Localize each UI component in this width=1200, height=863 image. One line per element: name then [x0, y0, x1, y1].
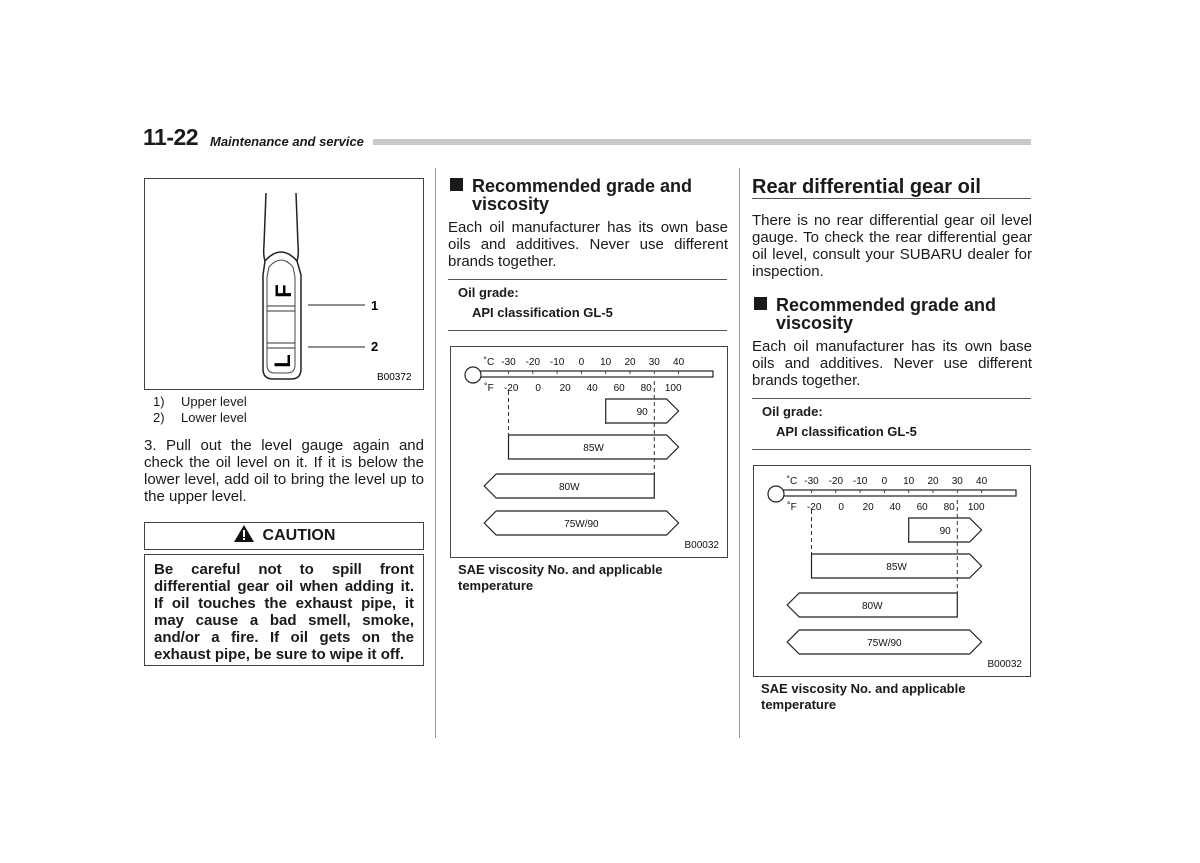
legend-item: 1) Upper level — [153, 394, 247, 409]
fahrenheit-tick-label: 20 — [559, 383, 571, 394]
celsius-tick-label: 30 — [648, 357, 660, 368]
spec-rule-top — [448, 279, 727, 280]
brands-warning-text: Each oil manufacturer has its own base oils and additives. Never use different brands together. — [752, 338, 1032, 389]
rear-differential-title: Rear differential gear oil — [752, 176, 981, 198]
spec-rule-bottom — [752, 449, 1031, 450]
step-3-text: 3. Pull out the level gauge again and check the oil level on it. If it is below the lower level, add oil to bring the level up to the upper level. — [144, 437, 424, 505]
thermometer-bulb — [768, 486, 784, 502]
legend-list — [153, 394, 247, 426]
viscosity-caption: SAE viscosity No. and applicable temperature — [761, 681, 966, 712]
caution-title: CAUTION — [262, 527, 336, 544]
fahrenheit-unit: ˚F — [484, 383, 494, 394]
grade-label: 75W/90 — [564, 519, 599, 530]
level-gauge-figure — [144, 178, 424, 390]
thermometer-bulb — [465, 367, 481, 383]
caution-text: Be careful not to spill front differential gear oil when adding it. If oil touches the exhaust pipe, it may cause a bad smell, smoke, and/or a fire. If oil gets on the exhaust pipe, be sure to wipe it off. — [144, 554, 424, 666]
oil-grade-value: API classification GL-5 — [776, 424, 917, 439]
header-rule — [373, 139, 1031, 145]
oil-grade-label: Oil grade: — [762, 404, 823, 419]
thermometer-tube — [772, 490, 1016, 496]
legend-item: 2) Lower level — [153, 410, 247, 425]
figure-code: B00372 — [377, 372, 412, 383]
warning-icon — [233, 524, 255, 543]
fahrenheit-tick-label: 0 — [535, 383, 541, 394]
grade-label: 90 — [636, 407, 648, 418]
oil-grade-label: Oil grade: — [458, 285, 519, 300]
recommended-grade-heading: Recommended grade and viscosity — [450, 177, 712, 213]
rear-differential-intro: There is no rear differential gear oil level gauge. To check the rear differential gear oil level, consult your SUBARU dealer for inspection. — [752, 212, 1032, 280]
celsius-tick-label: -20 — [828, 476, 844, 487]
fahrenheit-tick-label: 60 — [916, 502, 928, 513]
low-mark: L — [270, 354, 295, 368]
celsius-tick-label: 30 — [951, 476, 963, 487]
grade-label: 80W — [861, 601, 883, 612]
fahrenheit-tick-label: 60 — [613, 383, 625, 394]
chart-code: B00032 — [684, 540, 719, 551]
celsius-tick-label: 10 — [903, 476, 915, 487]
fahrenheit-tick-label: 20 — [862, 502, 874, 513]
fahrenheit-tick-label: 0 — [838, 502, 844, 513]
spec-rule-bottom — [448, 330, 727, 331]
viscosity-chart — [753, 465, 1031, 677]
column-divider — [435, 168, 436, 738]
grade-label: 80W — [558, 482, 580, 493]
grade-label: 85W — [583, 443, 604, 454]
viscosity-caption: SAE viscosity No. and applicable temperature — [458, 562, 663, 593]
celsius-unit: ˚C — [786, 476, 798, 487]
celsius-tick-label: -30 — [501, 357, 516, 368]
viscosity-chart — [450, 346, 728, 558]
celsius-tick-label: 20 — [624, 357, 636, 368]
recommended-grade-heading: Recommended grade and viscosity — [754, 296, 1016, 332]
section-title: Maintenance and service — [210, 134, 364, 149]
celsius-unit: ˚C — [483, 357, 495, 368]
fahrenheit-tick-label: -20 — [503, 383, 519, 394]
level-gauge-illustration — [145, 179, 423, 389]
callout-2: 2 — [371, 339, 379, 354]
square-bullet-icon — [450, 178, 463, 191]
square-bullet-icon — [754, 297, 767, 310]
fahrenheit-tick-label: 40 — [586, 383, 598, 394]
fahrenheit-tick-label: -20 — [806, 502, 822, 513]
fahrenheit-tick-label: 100 — [664, 383, 682, 394]
oil-grade-value: API classification GL-5 — [472, 305, 613, 320]
celsius-tick-label: 10 — [600, 357, 612, 368]
fahrenheit-tick-label: 80 — [640, 383, 652, 394]
viscosity-chart-svg — [451, 347, 727, 557]
celsius-tick-label: 0 — [578, 357, 585, 368]
column-divider — [739, 168, 740, 738]
celsius-tick-label: -10 — [852, 476, 868, 487]
celsius-tick-label: -20 — [525, 357, 541, 368]
celsius-tick-label: -10 — [549, 357, 565, 368]
brands-warning-text: Each oil manufacturer has its own base oils and additives. Never use different brands together. — [448, 219, 728, 270]
page-number: 11-22 — [143, 124, 199, 150]
caution-header — [144, 522, 424, 550]
grade-label: 75W/90 — [867, 638, 902, 649]
grade-label: 85W — [886, 562, 907, 573]
fahrenheit-unit: ˚F — [787, 502, 797, 513]
celsius-tick-label: 40 — [673, 357, 685, 368]
grade-label: 90 — [939, 526, 951, 537]
celsius-tick-label: 0 — [881, 476, 888, 487]
full-mark: F — [271, 284, 296, 298]
fahrenheit-tick-label: 80 — [943, 502, 955, 513]
chart-code: B00032 — [987, 659, 1022, 670]
callout-1: 1 — [371, 298, 379, 313]
celsius-tick-label: 40 — [976, 476, 988, 487]
title-underline — [752, 198, 1031, 199]
celsius-tick-label: 20 — [927, 476, 939, 487]
celsius-tick-label: -30 — [804, 476, 819, 487]
thermometer-tube — [469, 371, 713, 377]
viscosity-chart-svg — [754, 466, 1030, 676]
fahrenheit-tick-label: 40 — [889, 502, 901, 513]
spec-rule-top — [752, 398, 1031, 399]
fahrenheit-tick-label: 100 — [967, 502, 985, 513]
